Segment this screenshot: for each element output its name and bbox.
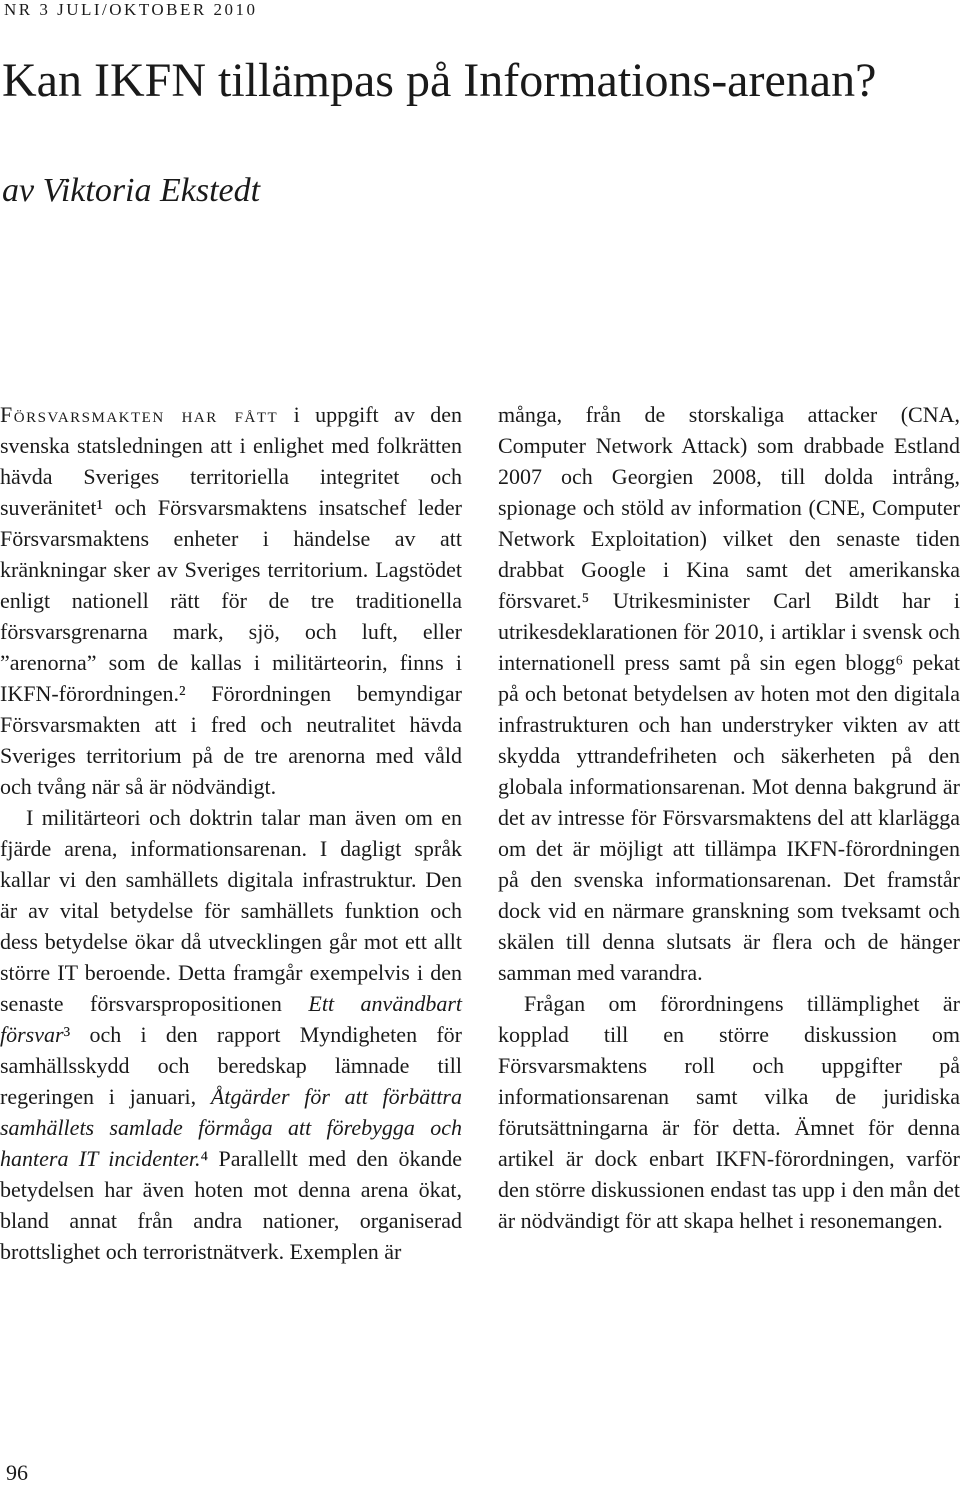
paragraph-examples: många, från de storskaliga attacker (CNA, Computer Network Attack) som drabbade Estland 2007 och Georgien 2008, till dolda intrång, spionage och stöld av information (CNE, Computer Network Exploitation) vilket den senaste tiden drabbat Google i Kina samt det amerikanska försvaret.⁵ Utrikesminister Carl Bildt har i utrikesdeklarationen för 2010, i artiklar i svensk och internationell press samt på sin egen blogg⁶ pekat på och betonat betydelsen av hoten mot den digitala infrastrukturen och han understryker vikten av att skydda yttrandefriheten och säkerheten på den globala informationsarenan. Mot denna bakgrund är det av intresse för Försvarsmaktens del att klarlägga om det är möjligt att tillämpa IKFN-förordningen på den svenska informationsarenan. Det framstår dock vid en närmare granskning som tveksamt och skälen till denna slutsats är flera och de hänger samman med varandra. [498,402,960,985]
paragraph-text: I militärteori och doktrin talar man även om en fjärde arena, informationsarenan. I dagligt språk kallar vi den samhällets digitala infrastruktur. Den är av vital betydelse för samhällets funktion och dess betydelse ökar då utvecklingen går mot ett allt större IT beroende. Detta framgår exempelvis i den senaste försvarspropositionen [0,805,462,1016]
left-column [0,399,462,1267]
paragraph-intro-body: i uppgift av den svenska statsledningen att i enlighet med folkrätten hävda Sveriges territoriella integritet och suveränitet¹ och Försvarsmaktens insatschef leder Försvarsmaktens enheter i händelse av att kränkningar sker av Sveriges territorium. Lagstödet enligt nationell rätt för de tre traditionella försvarsgrenarna mark, sjö, och luft, eller ”arenorna” som de kallas i militärteorin, finns i IKFN-förordningen.² Förordningen bemyndigar Försvarsmakten att i fred och neutralitet hävda Sveriges territorium på de tre arenorna med våld och tvång när så är nödvändigt. [0,402,462,799]
italic-title-proposition: Ett användbart försvar [0,991,462,1047]
right-column [498,399,960,1236]
article-author: av Viktoria Ekstedt [2,172,261,209]
paragraph-intro [0,399,462,802]
page-number: 96 [6,1460,28,1485]
lead-in-smallcaps: Försvarsmakten har fått [0,402,279,427]
italic-title-report: Åtgärder för att förbättra samhällets samlade förmåga att förebygga och hantera IT incidenter. [0,1084,462,1171]
paragraph-information-arena [0,802,462,1267]
paragraph-text: ⁴ Parallellt med den ökande betydelsen har även hoten mot denna arena ökat, bland annat från andra nationer, organiserad brottslighet och terroristnätverk. Exemplen är [0,1146,462,1264]
paragraph-question: Frågan om förordningens tillämplighet är kopplad till en större diskussion om Försvarsmaktens roll och uppgifter på informationsarenan samt vilka de juridiska förutsättningarna är för detta. Ämnet för denna artikel är dock enbart IKFN-förordningen, varför den större diskussionen endast tas upp i den mån det är nödvändigt för att skapa helhet i resonemangen. [498,991,960,1233]
paragraph-text: ³ och i den rapport Myndigheten för samhällsskydd och beredskap lämnade till regeringen i januari, [0,1022,462,1109]
issue-header: NR 3 JULI/OKTOBER 2010 [4,0,258,19]
article-title: Kan IKFN tillämpas på Informations-arenan? [2,54,877,107]
